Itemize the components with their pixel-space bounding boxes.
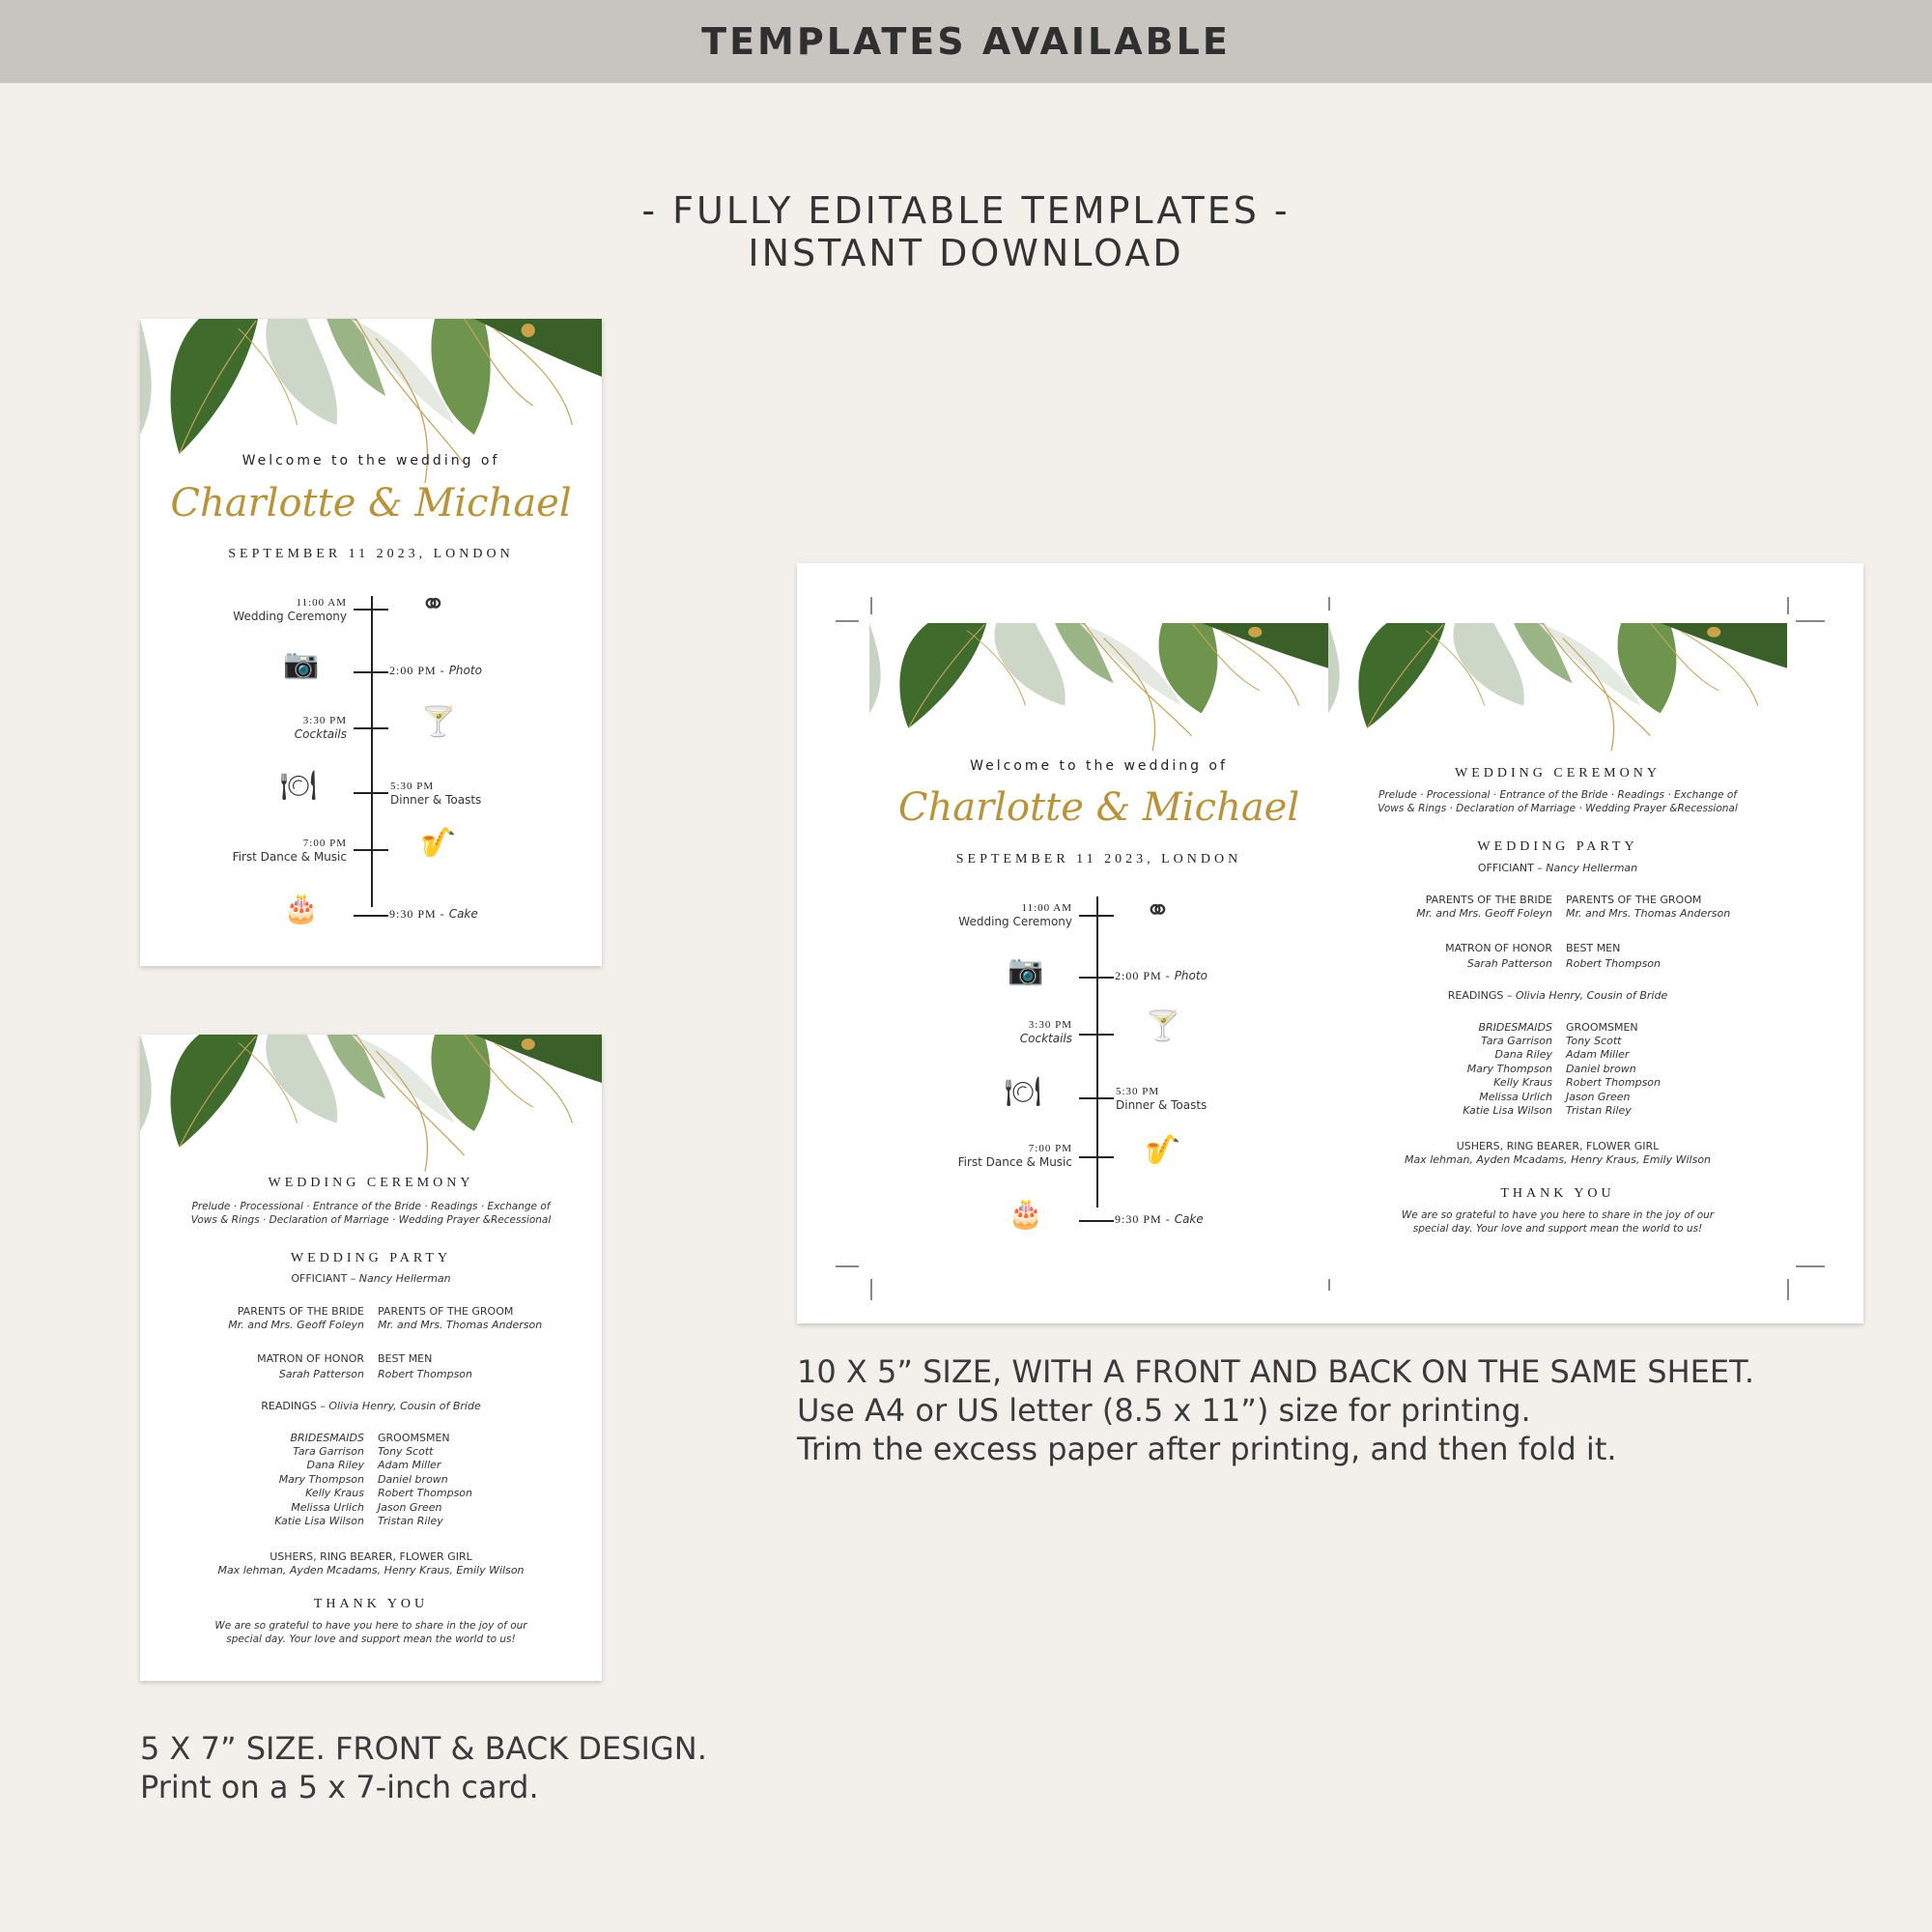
small-caption-line-2: Print on a 5 x 7-inch card. — [140, 1769, 539, 1805]
cake-icon: 🎂 — [283, 893, 320, 924]
officiant — [140, 1272, 602, 1285]
list-item: Robert Thompson — [378, 1487, 473, 1500]
crop-mark — [1787, 1279, 1789, 1300]
list-item: Jason Green — [1566, 1090, 1631, 1103]
list-item: Tony Scott — [378, 1445, 434, 1458]
ceremony-order-2: Vows & Rings · Declaration of Marriage · Wedding Prayer &Recessional — [190, 1214, 552, 1226]
list-item: Daniel brown — [378, 1472, 448, 1486]
top-banner — [0, 0, 1932, 83]
readings-value: Olivia Henry, Cousin of Bride — [1515, 989, 1668, 1002]
list-item: Melissa Urlich — [291, 1500, 364, 1514]
list-item: Kelly Kraus — [305, 1487, 364, 1500]
crop-mark — [870, 1279, 872, 1300]
timeline-label: Dinner & Toasts — [1116, 1098, 1208, 1112]
list-item: Katie Lisa Wilson — [274, 1515, 364, 1528]
bridesmaids-label: BRIDESMAIDS — [1478, 1021, 1552, 1034]
officiant-name: Nancy Hellerman — [1546, 862, 1638, 874]
list-item: Tristan Riley — [1566, 1104, 1632, 1118]
subtitle-line-1: - FULLY EDITABLE TEMPLATES - — [641, 189, 1291, 232]
saxophone-icon: 🎷 — [420, 827, 457, 859]
welcome-text: Welcome to the wedding of — [242, 453, 500, 469]
timeline-tick — [354, 671, 388, 673]
list-item: Adam Miller — [1566, 1048, 1630, 1062]
groomsmen-list — [378, 1445, 472, 1528]
crop-mark — [870, 597, 872, 614]
matron: Sarah Patterson — [278, 1368, 364, 1380]
list-item: Katie Lisa Wilson — [1463, 1104, 1552, 1118]
readings-label: READINGS – — [1447, 989, 1516, 1002]
officiant — [1328, 862, 1787, 874]
timeline-label: Cake — [1174, 1212, 1204, 1226]
large-caption-line-3: Trim the excess paper after printing, and then fold it. — [797, 1431, 1617, 1467]
best-men: Robert Thompson — [378, 1368, 473, 1380]
list-item: Dana Riley — [1494, 1048, 1552, 1062]
dinner-plate-icon: 🍽 — [1005, 1076, 1042, 1108]
couple-icon: ⚭ — [1145, 893, 1171, 927]
timeline-time: 5:30 PM — [1116, 1086, 1160, 1097]
timeline-time: 3:30 PM — [302, 715, 347, 726]
small-card-back — [140, 1035, 602, 1681]
timeline-tick — [1079, 1156, 1114, 1158]
subtitle-line-2: INSTANT DOWNLOAD — [748, 232, 1184, 274]
timeline-entry-cake — [1115, 1212, 1204, 1227]
saxophone-icon: 🎷 — [1145, 1134, 1181, 1166]
list-item: Jason Green — [378, 1500, 442, 1514]
thank-you-line-2: special day. Your love and support mean the world to us! — [226, 1634, 516, 1645]
foliage-illustration — [869, 623, 1328, 758]
ceremony-title: WEDDING CEREMONY — [268, 1176, 474, 1190]
parents-bride-label: PARENTS OF THE BRIDE — [237, 1305, 364, 1318]
cake-icon: 🎂 — [1008, 1198, 1044, 1230]
timeline-label: Photo — [448, 664, 482, 677]
timeline-tick — [354, 609, 388, 611]
small-card-front — [140, 319, 602, 966]
list-item: Robert Thompson — [1566, 1076, 1662, 1090]
timeline-entry-cake — [389, 907, 478, 922]
groomsmen-list — [1566, 1035, 1661, 1118]
timeline-entry-photo — [389, 664, 482, 678]
officiant-name: Nancy Hellerman — [358, 1272, 451, 1285]
list-item: Melissa Urlich — [1479, 1090, 1552, 1103]
timeline-label: Wedding Ceremony — [233, 610, 347, 623]
small-caption-line-1: 5 X 7” SIZE. FRONT & BACK DESIGN. — [140, 1730, 707, 1767]
thank-you-line-1: We are so grateful to have you here to share in the joy of our — [1401, 1209, 1715, 1221]
matron-label: MATRON OF HONOR — [1445, 942, 1552, 954]
party-title: WEDDING PARTY — [1477, 839, 1638, 854]
timeline-tick — [354, 792, 388, 794]
matron-label: MATRON OF HONOR — [257, 1352, 364, 1365]
parents-groom: Mr. and Mrs. Thomas Anderson — [1566, 907, 1731, 920]
small-caption — [140, 1729, 707, 1806]
list-item: Mary Thompson — [278, 1472, 364, 1486]
timeline-time: 3:30 PM — [1028, 1019, 1072, 1031]
list-item: Tara Garrison — [1481, 1035, 1552, 1047]
matron: Sarah Patterson — [1466, 957, 1552, 970]
best-men: Robert Thompson — [1566, 957, 1662, 970]
crop-mark — [1328, 597, 1330, 611]
parents-bride: Mr. and Mrs. Geoff Foleyn — [228, 1319, 364, 1331]
timeline-tick — [1079, 1034, 1114, 1036]
timeline-time: 7:00 PM — [302, 838, 347, 849]
list-item: Dana Riley — [306, 1459, 364, 1472]
large-caption-line-2: Use A4 or US letter (8.5 x 11”) size for printing. — [797, 1392, 1531, 1429]
couple-names: Charlotte & Michael — [897, 785, 1300, 830]
ceremony-title: WEDDING CEREMONY — [1455, 766, 1661, 781]
camera-icon: 📷 — [283, 648, 320, 680]
ceremony-order-1: Prelude · Processional · Entrance of the Bride · Readings · Exchange of — [1378, 789, 1737, 801]
best-men-label: BEST MEN — [1566, 942, 1621, 954]
couple-names: Charlotte & Michael — [170, 481, 572, 526]
list-item: Kelly Kraus — [1493, 1076, 1552, 1090]
timeline-label: First Dance & Music — [232, 850, 347, 864]
party-title: WEDDING PARTY — [290, 1251, 452, 1265]
timeline-tick — [1079, 1097, 1114, 1099]
thank-you-line-1: We are so grateful to have you here to share in the joy of our — [214, 1620, 527, 1632]
timeline-time: 9:30 PM - — [1115, 1212, 1175, 1226]
foliage-illustration — [140, 1035, 602, 1179]
timeline-label: Cocktails — [294, 727, 347, 741]
crop-mark — [836, 1265, 859, 1267]
ushers-label: USHERS, RING BEARER, FLOWER GIRL — [1456, 1140, 1660, 1152]
best-men-label: BEST MEN — [378, 1352, 433, 1365]
crop-mark — [1787, 597, 1789, 614]
groomsmen-label: GROOMSMEN — [378, 1432, 450, 1444]
timeline-tick — [1079, 977, 1114, 979]
readings-label: READINGS – — [261, 1400, 329, 1412]
ushers: Max lehman, Ayden Mcadams, Henry Kraus, Emily Wilson — [217, 1564, 525, 1577]
parents-bride-label: PARENTS OF THE BRIDE — [1425, 894, 1552, 906]
crop-mark — [1796, 1265, 1825, 1267]
officiant-label: OFFICIANT – — [291, 1272, 359, 1285]
parents-groom-label: PARENTS OF THE GROOM — [378, 1305, 514, 1318]
timeline-label: Cocktails — [1019, 1032, 1072, 1045]
groomsmen-label: GROOMSMEN — [1566, 1021, 1638, 1034]
parents-groom: Mr. and Mrs. Thomas Anderson — [378, 1319, 543, 1331]
timeline-label: First Dance & Music — [957, 1155, 1072, 1169]
list-item: Adam Miller — [378, 1459, 441, 1472]
timeline-time: 11:00 AM — [296, 597, 347, 609]
timeline-time: 7:00 PM — [1028, 1143, 1072, 1154]
camera-icon: 📷 — [1008, 954, 1044, 986]
timeline-label: Photo — [1174, 969, 1208, 982]
timeline-label: Dinner & Toasts — [390, 793, 482, 807]
banner-title: TEMPLATES AVAILABLE — [701, 20, 1231, 63]
timeline-entry-photo — [1115, 969, 1208, 983]
timeline-axis — [1096, 896, 1098, 1208]
timeline-tick — [1079, 1220, 1114, 1222]
champagne-tower-icon: 🍸 — [420, 706, 457, 738]
wedding-date: SEPTEMBER 11 2023, LONDON — [955, 852, 1242, 867]
timeline-label: Cake — [448, 907, 478, 921]
readings — [140, 1400, 602, 1412]
list-item: Tony Scott — [1566, 1035, 1622, 1047]
timeline-tick — [354, 849, 388, 851]
officiant-label: OFFICIANT – — [1477, 862, 1547, 874]
crop-mark — [1796, 620, 1825, 622]
ceremony-order-1: Prelude · Processional · Entrance of the Bride · Readings · Exchange of — [191, 1201, 551, 1212]
timeline-label: Wedding Ceremony — [958, 915, 1072, 928]
couple-icon: ⚭ — [420, 586, 446, 621]
bridesmaids-list — [140, 1445, 364, 1528]
foliage-illustration — [1328, 623, 1787, 758]
large-caption-line-1: 10 X 5” SIZE, WITH A FRONT AND BACK ON THE SAME SHEET. — [797, 1353, 1754, 1390]
timeline-axis — [371, 596, 373, 907]
bridesmaids-list — [1328, 1035, 1552, 1118]
large-sheet — [797, 563, 1863, 1323]
readings — [1328, 989, 1787, 1002]
ushers: Max lehman, Ayden Mcadams, Henry Kraus, Emily Wilson — [1404, 1153, 1712, 1166]
dinner-plate-icon: 🍽 — [280, 770, 318, 802]
timeline-tick — [354, 727, 388, 729]
bridesmaids-label: BRIDESMAIDS — [290, 1432, 364, 1444]
thank-you-line-2: special day. Your love and support mean the world to us! — [1412, 1223, 1703, 1235]
timeline-time: 9:30 PM - — [389, 907, 449, 921]
large-caption — [797, 1352, 1754, 1468]
list-item: Tara Garrison — [293, 1445, 364, 1458]
timeline-time: 5:30 PM — [390, 781, 435, 792]
timeline-time: 11:00 AM — [1021, 902, 1072, 914]
timeline-time: 2:00 PM - — [1115, 969, 1175, 982]
readings-value: Olivia Henry, Cousin of Bride — [328, 1400, 481, 1412]
champagne-tower-icon: 🍸 — [1145, 1010, 1181, 1042]
timeline-time: 2:00 PM - — [389, 664, 449, 677]
ceremony-order-2: Vows & Rings · Declaration of Marriage · Wedding Prayer &Recessional — [1378, 803, 1738, 814]
crop-mark — [836, 620, 859, 622]
crop-mark — [1328, 1279, 1330, 1291]
timeline-tick — [1079, 915, 1114, 917]
parents-groom-label: PARENTS OF THE GROOM — [1566, 894, 1702, 906]
list-item: Daniel brown — [1566, 1062, 1636, 1075]
wedding-date: SEPTEMBER 11 2023, LONDON — [228, 547, 514, 561]
parents-bride: Mr. and Mrs. Geoff Foleyn — [1416, 907, 1552, 920]
thank-you-title: THANK YOU — [313, 1597, 429, 1611]
list-item: Tristan Riley — [378, 1515, 443, 1528]
list-item: Mary Thompson — [1466, 1062, 1552, 1075]
thank-you-title: THANK YOU — [1500, 1186, 1615, 1201]
ushers-label: USHERS, RING BEARER, FLOWER GIRL — [270, 1550, 472, 1563]
welcome-text: Welcome to the wedding of — [970, 758, 1228, 774]
timeline-tick — [354, 915, 388, 917]
